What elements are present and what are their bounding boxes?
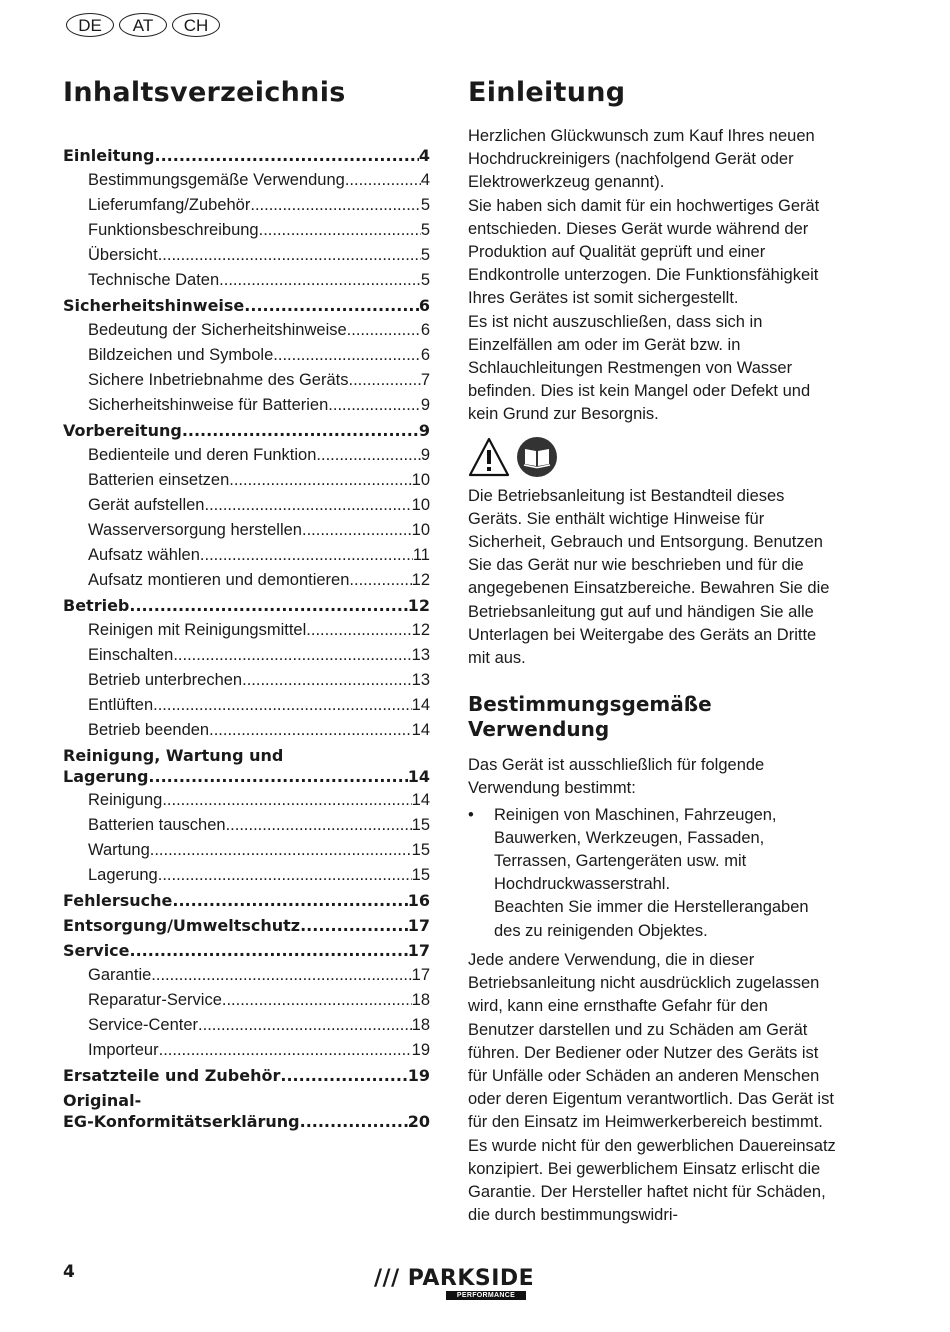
- toc-entry-label: Betrieb unterbrechen: [88, 671, 243, 689]
- toc-leader-dots: [153, 696, 412, 715]
- toc-page-number: 6: [420, 321, 430, 339]
- toc-leader-dots: [200, 546, 413, 565]
- toc-page-number: 18: [411, 991, 430, 1009]
- toc-entry-label: Fehlersuche: [63, 891, 173, 910]
- toc-entry[interactable]: [63, 246, 430, 271]
- toc-entry-label: Entsorgung/Umweltschutz: [63, 916, 301, 935]
- toc-page-number: 19: [407, 1066, 430, 1085]
- table-of-contents: [63, 146, 430, 1136]
- toc-page-number: 4: [420, 171, 430, 189]
- intro-column: [468, 125, 838, 1227]
- toc-entry-label: Lagerung: [88, 866, 158, 884]
- toc-entry-label: Importeur: [88, 1041, 159, 1059]
- toc-entry[interactable]: [63, 791, 430, 816]
- toc-page-number: 5: [420, 246, 430, 264]
- read-manual-icon: [516, 436, 558, 485]
- toc-page-number: 9: [420, 446, 430, 464]
- toc-entry[interactable]: [63, 671, 430, 696]
- toc-leader-dots: [162, 791, 411, 810]
- toc-entry[interactable]: [63, 321, 430, 346]
- toc-page-number: 5: [420, 196, 430, 214]
- intended-use-note: Beachten Sie immer die Herstellerangaben des zu reinigenden Objektes.: [494, 898, 809, 940]
- toc-entry[interactable]: [63, 146, 430, 171]
- toc-entry-label: Wartung: [88, 841, 150, 859]
- toc-entry[interactable]: [63, 966, 430, 991]
- country-badge-ch: CH: [172, 13, 220, 37]
- toc-leader-dots: [302, 521, 412, 540]
- toc-entry-label: Funktionsbeschreibung: [88, 221, 259, 239]
- toc-entry[interactable]: [63, 841, 430, 866]
- list-item: [468, 804, 838, 897]
- toc-leader-dots: [226, 816, 412, 835]
- toc-entry[interactable]: [63, 916, 430, 941]
- toc-page-number: 6: [418, 296, 430, 315]
- toc-entry[interactable]: [63, 546, 430, 571]
- toc-entry-label: EG-Konformitätserklärung: [63, 1112, 300, 1131]
- country-badge-de: DE: [66, 13, 114, 37]
- toc-entry-label: Bedienteile und deren Funktion: [88, 446, 317, 464]
- toc-page-number: 9: [420, 396, 430, 414]
- toc-entry[interactable]: [63, 271, 430, 296]
- toc-entry[interactable]: [63, 991, 430, 1016]
- toc-entry[interactable]: [63, 346, 430, 371]
- toc-leader-dots: [148, 767, 407, 786]
- toc-entry[interactable]: [63, 696, 430, 721]
- toc-entry-label: Entlüften: [88, 696, 154, 714]
- toc-entry-label: Service: [63, 941, 130, 960]
- toc-page-number: 15: [411, 841, 430, 859]
- toc-entry[interactable]: [63, 746, 430, 791]
- toc-entry-label: Original-: [63, 1091, 142, 1110]
- toc-entry-label: Lieferumfang/Zubehör: [88, 196, 251, 214]
- toc-entry-label: Übersicht: [88, 246, 158, 264]
- toc-leader-dots: [348, 371, 420, 390]
- intro-paragraph-2: Sie haben sich damit für ein hochwertiges Gerät entschieden. Dieses Gerät wurde während der Produktion auf Qualität geprüft und einer Endkontrolle unterzogen. Die Funktionsfähigkeit Ihres Gerätes ist somit sichergestellt.: [468, 196, 820, 308]
- toc-leader-dots: [150, 841, 412, 860]
- toc-page-number: 17: [407, 941, 430, 960]
- toc-page-number: 14: [411, 721, 430, 739]
- toc-page-number: 7: [420, 371, 430, 389]
- toc-entry[interactable]: [63, 396, 430, 421]
- intro-paragraph-4: Die Betriebsanleitung ist Bestandteil dieses Geräts. Sie enthält wichtige Hinweise für Sicherheit, Gebrauch und Entsorgung. Benutzen Sie das Gerät nur wie beschrieben und für die angegebenen Einsatzbereiche. Bewahren Sie die Betriebsanleitung gut auf und händigen Sie alle Unterlagen bei Weitergabe des Geräts an Dritte mit aus.: [468, 486, 830, 668]
- toc-leader-dots: [328, 396, 421, 415]
- list-item-text: Reinigen von Maschinen, Fahrzeugen, Bauwerken, Werkzeugen, Fassaden, Terrassen, Gartengeräten usw. mit Hochdruckwasserstrahl.: [494, 805, 777, 894]
- toc-entry[interactable]: [63, 816, 430, 841]
- toc-entry-label: Technische Daten: [88, 271, 220, 289]
- intended-use-lead: Das Gerät ist ausschließlich für folgende Verwendung bestimmt:: [468, 756, 765, 798]
- toc-page-number: 15: [411, 816, 430, 834]
- toc-entry-label: Service-Center: [88, 1016, 199, 1034]
- page-number: 4: [63, 1262, 75, 1282]
- toc-entry-label: Reinigung: [88, 791, 163, 809]
- bullet-icon: •: [468, 805, 474, 824]
- toc-entry-label: Ersatzteile und Zubehör: [63, 1066, 281, 1085]
- toc-entry-label: Lagerung: [63, 767, 149, 786]
- toc-page-number: 6: [420, 346, 430, 364]
- toc-entry[interactable]: [63, 721, 430, 746]
- brand-name: /// PARKSIDE: [374, 1266, 535, 1291]
- toc-leader-dots: [155, 146, 419, 165]
- toc-entry-label: Aufsatz montieren und demontieren: [88, 571, 350, 589]
- toc-leader-dots: [130, 941, 408, 960]
- toc-entry-label: Bestimmungsgemäße Verwendung: [88, 171, 345, 189]
- toc-entry-label: Reparatur-Service: [88, 991, 222, 1009]
- toc-leader-dots: [259, 221, 421, 240]
- toc-entry[interactable]: [63, 941, 430, 966]
- toc-entry-label: Gerät aufstellen: [88, 496, 205, 514]
- toc-entry[interactable]: [63, 171, 430, 196]
- toc-entry[interactable]: [63, 296, 430, 321]
- toc-entry-label: Bildzeichen und Symbole: [88, 346, 274, 364]
- toc-leader-dots: [300, 916, 408, 935]
- toc-leader-dots: [129, 596, 407, 615]
- toc-page-number: 12: [407, 596, 430, 615]
- section-title-intended-use: Bestimmungsgemäße Verwendung: [468, 692, 712, 742]
- toc-entry-label: Reinigen mit Reinigungsmittel: [88, 621, 307, 639]
- toc-page-number: 20: [407, 1112, 430, 1131]
- toc-page-number: 13: [411, 671, 430, 689]
- toc-page-number: 18: [411, 1016, 430, 1034]
- toc-leader-dots: [204, 496, 411, 515]
- toc-entry-label: Garantie: [88, 966, 152, 984]
- toc-leader-dots: [345, 171, 421, 190]
- toc-page-number: 12: [411, 621, 430, 639]
- toc-entry[interactable]: [63, 521, 430, 546]
- toc-leader-dots: [209, 721, 412, 740]
- toc-leader-dots: [280, 1066, 407, 1085]
- toc-entry-label: Einleitung: [63, 146, 155, 165]
- country-badge-at: AT: [119, 13, 167, 37]
- toc-page-number: 12: [411, 571, 430, 589]
- toc-page-number: 5: [420, 221, 430, 239]
- toc-page-number: 11: [412, 546, 430, 564]
- brand-logo: [374, 1267, 534, 1300]
- toc-leader-dots: [158, 866, 412, 885]
- toc-leader-dots: [159, 1041, 412, 1060]
- toc-leader-dots: [172, 891, 407, 910]
- intro-title: Einleitung: [468, 77, 626, 108]
- toc-title: Inhaltsverzeichnis: [63, 77, 346, 108]
- toc-page-number: 19: [411, 1041, 430, 1059]
- toc-entry-label: Sicherheitshinweise: [63, 296, 245, 315]
- toc-entry-label: Aufsatz wählen: [88, 546, 200, 564]
- toc-leader-dots: [347, 321, 421, 340]
- toc-entry-label: Bedeutung der Sicherheitshinweise: [88, 321, 347, 339]
- toc-entry-label: Batterien tauschen: [88, 816, 226, 834]
- toc-page-number: 10: [411, 521, 430, 539]
- toc-leader-dots: [244, 296, 419, 315]
- intro-paragraph-3: Es ist nicht auszuschließen, dass sich in Einzelfällen am oder im Gerät bzw. in Schlauchleitungen Restmengen von Wasser befinden. Dies ist kein Mangel oder Defekt und kein Grund zur Besorgnis.: [468, 312, 811, 424]
- toc-entry[interactable]: [63, 646, 430, 671]
- toc-leader-dots: [158, 246, 421, 265]
- toc-entry[interactable]: [63, 446, 430, 471]
- toc-entry-label: Wasserversorgung herstellen: [88, 521, 302, 539]
- toc-entry[interactable]: [63, 496, 430, 521]
- toc-entry[interactable]: [63, 1041, 430, 1066]
- toc-entry[interactable]: [63, 1066, 430, 1091]
- toc-leader-dots: [229, 471, 411, 490]
- toc-entry-label: Betrieb beenden: [88, 721, 210, 739]
- toc-page-number: 9: [418, 421, 430, 440]
- toc-entry-label: Einschalten: [88, 646, 174, 664]
- toc-leader-dots: [219, 271, 421, 290]
- toc-leader-dots: [273, 346, 421, 365]
- toc-page-number: 10: [411, 471, 430, 489]
- toc-leader-dots: [250, 196, 420, 215]
- toc-leader-dots: [198, 1016, 412, 1035]
- intro-paragraph-1: Herzlichen Glückwunsch zum Kauf Ihres neuen Hochdruckreinigers (nachfolgend Gerät oder Elektrowerkzeug genannt).: [468, 127, 815, 192]
- country-badges: [66, 13, 220, 37]
- toc-entry[interactable]: [63, 866, 430, 891]
- toc-page-number: 15: [411, 866, 430, 884]
- toc-page-number: 13: [411, 646, 430, 664]
- toc-leader-dots: [349, 571, 411, 590]
- toc-entry[interactable]: [63, 596, 430, 621]
- toc-leader-dots: [300, 1112, 408, 1131]
- safety-icons: [468, 439, 838, 483]
- intended-use-body: Jede andere Verwendung, die in dieser Betriebsanleitung nicht ausdrücklich zugelassen wird, kann eine ernsthafte Gefahr für den Benutzer darstellen und zu Schäden am Gerät führen. Der Bediener oder Nutzer des Geräts ist für Unfälle oder Schäden an anderen Menschen oder deren Eigentum verantwortlich. Das Gerät ist für den Einsatz im Heimwerkerbereich bestimmt. Es wurde nicht für den gewerblichen Dauereinsatz konzipiert. Bei gewerblichem Einsatz erlischt die Garantie. Der Hersteller haftet nicht für Schäden, die durch bestimmungswidri-: [468, 950, 836, 1225]
- toc-page-number: 14: [407, 767, 430, 786]
- toc-entry[interactable]: [63, 571, 430, 596]
- toc-entry-label: Sichere Inbetriebnahme des Geräts: [88, 371, 349, 389]
- toc-page-number: 16: [407, 891, 430, 910]
- toc-entry[interactable]: [63, 891, 430, 916]
- toc-page-number: 14: [411, 696, 430, 714]
- toc-entry-label: Betrieb: [63, 596, 130, 615]
- toc-entry[interactable]: [63, 371, 430, 396]
- toc-entry-label: Vorbereitung: [63, 421, 182, 440]
- toc-page-number: 4: [418, 146, 430, 165]
- warning-triangle-icon: [468, 437, 510, 484]
- toc-page-number: 10: [411, 496, 430, 514]
- toc-leader-dots: [306, 621, 411, 640]
- toc-entry[interactable]: [63, 196, 430, 221]
- toc-leader-dots: [316, 446, 420, 465]
- toc-leader-dots: [173, 646, 411, 665]
- toc-leader-dots: [182, 421, 419, 440]
- toc-entry[interactable]: [63, 221, 430, 246]
- toc-entry[interactable]: [63, 471, 430, 496]
- toc-page-number: 17: [407, 916, 430, 935]
- toc-entry-label: Sicherheitshinweise für Batterien: [88, 396, 329, 414]
- toc-entry-label: Reinigung, Wartung und: [63, 746, 284, 765]
- toc-entry[interactable]: [63, 1091, 430, 1136]
- toc-page-number: 5: [420, 271, 430, 289]
- toc-leader-dots: [151, 966, 411, 985]
- toc-entry[interactable]: [63, 621, 430, 646]
- toc-page-number: 17: [411, 966, 430, 984]
- toc-entry-label: Batterien einsetzen: [88, 471, 230, 489]
- toc-entry[interactable]: [63, 421, 430, 446]
- toc-leader-dots: [242, 671, 412, 690]
- toc-entry[interactable]: [63, 1016, 430, 1041]
- toc-leader-dots: [222, 991, 412, 1010]
- toc-page-number: 14: [411, 791, 430, 809]
- brand-subtitle: PERFORMANCE: [446, 1291, 526, 1300]
